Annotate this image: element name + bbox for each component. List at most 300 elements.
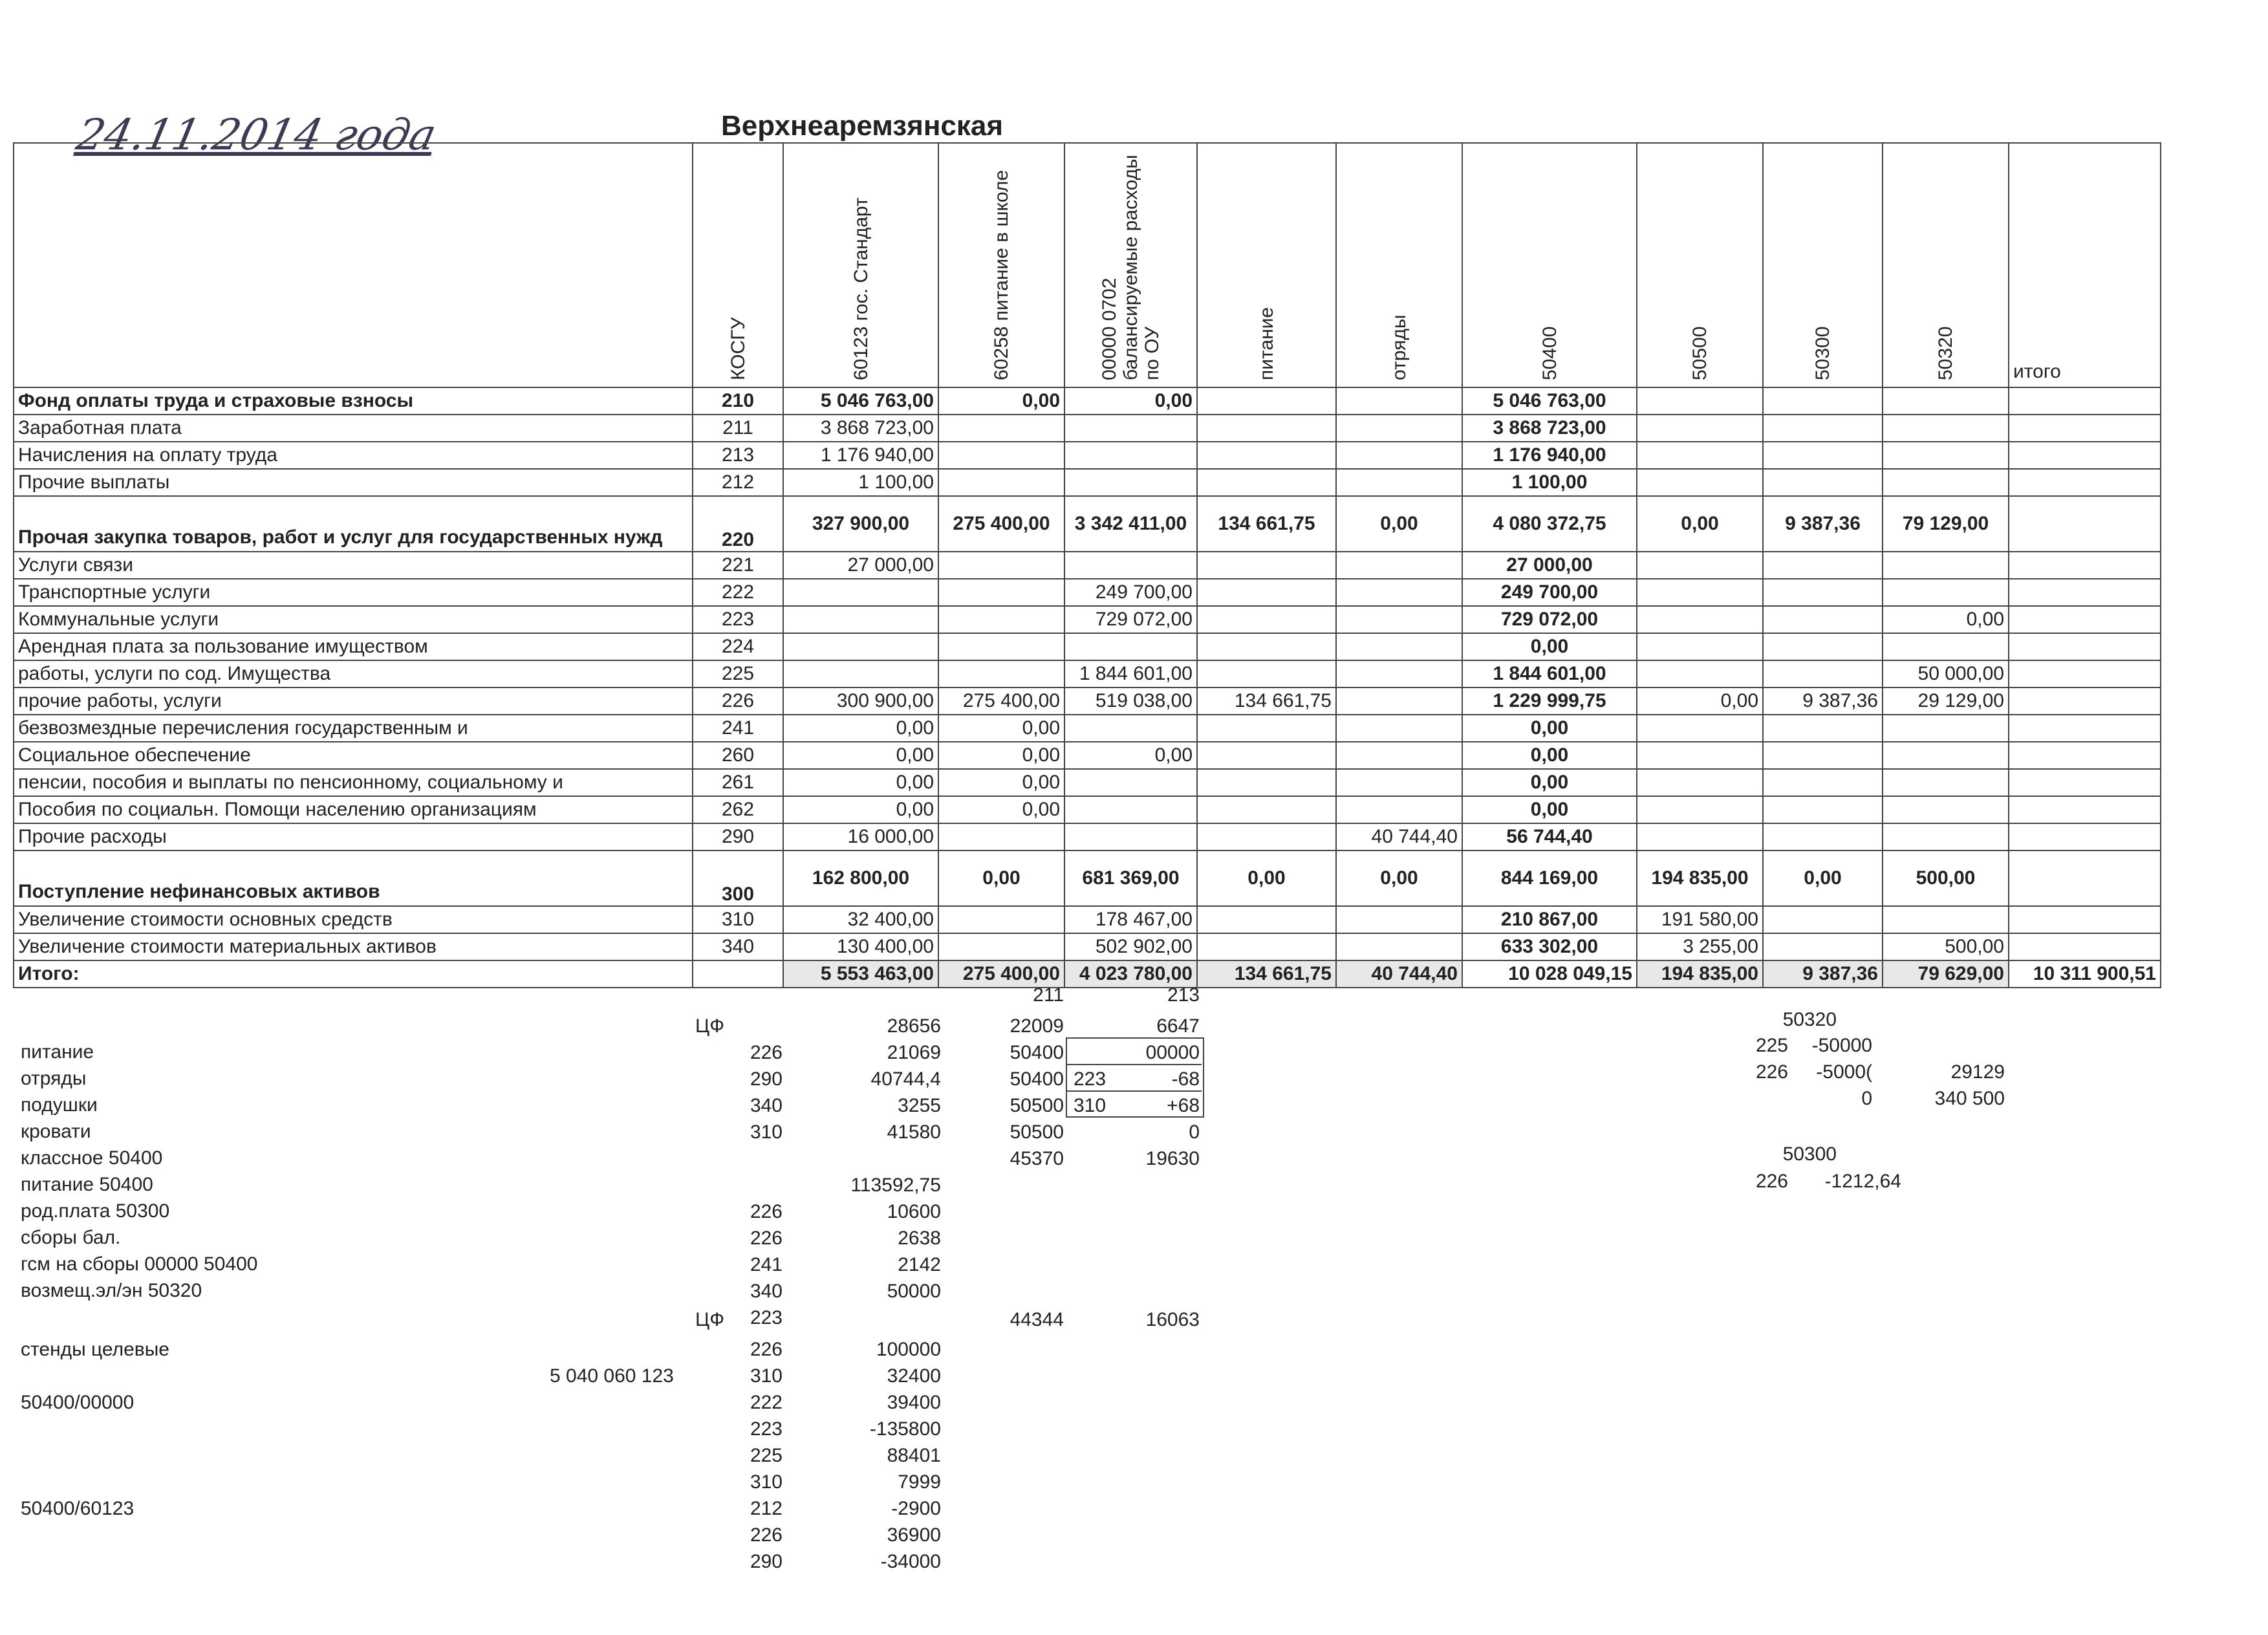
row-cell: 327 900,00: [783, 496, 938, 552]
row-cell: 1 176 940,00: [1462, 442, 1637, 469]
row-name: Заработная плата: [14, 415, 693, 442]
note-text: питание: [21, 1041, 94, 1063]
row-cell: [1197, 769, 1336, 796]
handwritten-date: 24.11.2014 года: [72, 110, 441, 160]
note-text: 19630: [1145, 1148, 1200, 1169]
note-text: 310: [750, 1471, 783, 1493]
note-text: ЦФ: [695, 1309, 724, 1330]
row-cell: [1763, 769, 1883, 796]
row-cell: [1064, 442, 1197, 469]
row-name: Арендная плата за пользование имуществом: [14, 633, 693, 660]
row-cell: 0,00: [938, 769, 1064, 796]
row-cell: 0,00: [783, 715, 938, 742]
row-kosgu: 222: [693, 579, 783, 606]
table-row: [14, 715, 2161, 742]
row-cell: [1883, 469, 2009, 496]
row-kosgu: 300: [693, 850, 783, 906]
header-50400: 50400: [1462, 143, 1637, 387]
row-cell: 729 072,00: [1064, 606, 1197, 633]
row-cell: [1197, 579, 1336, 606]
row-cell: [938, 606, 1064, 633]
row-cell: 40 744,40: [1336, 823, 1462, 850]
note-text: классное 50400: [21, 1147, 163, 1169]
row-cell: [2009, 442, 2161, 469]
note-text: 226: [750, 1201, 783, 1222]
row-cell: [938, 579, 1064, 606]
table-row: [14, 496, 2161, 552]
row-cell: [1763, 796, 1883, 823]
row-name: Поступление нефинансовых активов: [14, 850, 693, 906]
header-50320: 50320: [1883, 143, 2009, 387]
note-text: 290: [750, 1551, 783, 1572]
row-cell: 249 700,00: [1064, 579, 1197, 606]
row-cell: [1197, 552, 1336, 579]
row-cell: 275 400,00: [938, 960, 1064, 988]
row-cell: [1336, 660, 1462, 688]
highlight-box: [1066, 1037, 1204, 1118]
note-text: 226: [750, 1042, 783, 1063]
row-cell: 5 553 463,00: [783, 960, 938, 988]
row-cell: [2009, 469, 2161, 496]
row-cell: [2009, 579, 2161, 606]
table-row: [14, 960, 2161, 988]
row-cell: 56 744,40: [1462, 823, 1637, 850]
row-cell: 0,00: [783, 742, 938, 769]
row-cell: [2009, 796, 2161, 823]
table-row: [14, 850, 2161, 906]
note-text: 50400: [1010, 1042, 1064, 1063]
row-cell: 500,00: [1883, 933, 2009, 960]
note-text: 50500: [1010, 1121, 1064, 1143]
row-cell: [2009, 715, 2161, 742]
row-cell: 0,00: [1197, 850, 1336, 906]
row-cell: [1336, 742, 1462, 769]
row-cell: 4 080 372,75: [1462, 496, 1637, 552]
note-text: 310: [1074, 1095, 1107, 1116]
row-cell: [1197, 742, 1336, 769]
row-cell: [2009, 660, 2161, 688]
note-text: -2900: [891, 1498, 941, 1519]
row-cell: 40 744,40: [1336, 960, 1462, 988]
box-divider: [1066, 1064, 1202, 1065]
row-cell: [1064, 415, 1197, 442]
row-cell: 3 342 411,00: [1064, 496, 1197, 552]
row-kosgu: 220: [693, 496, 783, 552]
header-row: [14, 143, 2161, 387]
row-cell: [1064, 552, 1197, 579]
row-cell: [783, 606, 938, 633]
row-cell: [1197, 633, 1336, 660]
row-cell: 4 023 780,00: [1064, 960, 1197, 988]
row-cell: 0,00: [1462, 796, 1637, 823]
row-cell: 0,00: [1462, 633, 1637, 660]
row-cell: 0,00: [1336, 850, 1462, 906]
row-cell: 681 369,00: [1064, 850, 1197, 906]
row-cell: 134 661,75: [1197, 496, 1336, 552]
note-text: 0: [1189, 1121, 1200, 1143]
note-text: 88401: [887, 1445, 941, 1466]
note-text: 21069: [887, 1042, 941, 1063]
row-cell: [1637, 715, 1763, 742]
row-cell: [2009, 742, 2161, 769]
row-cell: 50 000,00: [1883, 660, 2009, 688]
row-name: Коммунальные услуги: [14, 606, 693, 633]
row-cell: 0,00: [1462, 715, 1637, 742]
row-cell: [1197, 906, 1336, 933]
row-cell: [1883, 579, 2009, 606]
row-cell: [783, 579, 938, 606]
row-cell: 3 255,00: [1637, 933, 1763, 960]
note-text: 50300: [1782, 1143, 1837, 1165]
row-cell: [938, 933, 1064, 960]
row-cell: [1336, 442, 1462, 469]
row-cell: [2009, 850, 2161, 906]
row-cell: [1883, 715, 2009, 742]
row-cell: [1883, 552, 2009, 579]
row-cell: [1336, 769, 1462, 796]
row-cell: [1064, 796, 1197, 823]
row-cell: 0,00: [1883, 606, 2009, 633]
row-cell: 0,00: [1637, 688, 1763, 715]
row-cell: [1197, 442, 1336, 469]
note-text: 340: [750, 1095, 783, 1116]
row-cell: [1637, 769, 1763, 796]
row-cell: [1883, 796, 2009, 823]
note-text: 226: [750, 1339, 783, 1360]
row-name: Прочие расходы: [14, 823, 693, 850]
note-text: 32400: [887, 1365, 941, 1387]
row-cell: 194 835,00: [1637, 850, 1763, 906]
row-cell: [1336, 469, 1462, 496]
row-cell: [1763, 387, 1883, 415]
row-cell: 194 835,00: [1637, 960, 1763, 988]
row-cell: [1763, 742, 1883, 769]
row-cell: 0,00: [1763, 850, 1883, 906]
row-kosgu: 226: [693, 688, 783, 715]
note-text: кровати: [21, 1121, 91, 1142]
row-cell: [1336, 579, 1462, 606]
row-cell: 1 844 601,00: [1462, 660, 1637, 688]
row-cell: [2009, 415, 2161, 442]
row-name: Фонд оплаты труда и страховые взносы: [14, 387, 693, 415]
row-cell: [1763, 415, 1883, 442]
row-cell: [1336, 688, 1462, 715]
table-row: [14, 633, 2161, 660]
row-cell: 3 868 723,00: [1462, 415, 1637, 442]
table-row: [14, 469, 2161, 496]
row-cell: 191 580,00: [1637, 906, 1763, 933]
row-cell: 0,00: [1637, 496, 1763, 552]
note-text: 5 040 060 123: [550, 1365, 674, 1387]
row-cell: 27 000,00: [1462, 552, 1637, 579]
row-cell: [1883, 387, 2009, 415]
header-kosgu: КОСГУ: [693, 143, 783, 387]
note-text: -135800: [869, 1418, 941, 1440]
note-text: 50400: [1010, 1068, 1064, 1090]
note-text: 225: [750, 1445, 783, 1466]
table-row: [14, 415, 2161, 442]
row-cell: [1763, 660, 1883, 688]
row-cell: [1637, 469, 1763, 496]
row-cell: [938, 660, 1064, 688]
table-row: [14, 769, 2161, 796]
note-text: 212: [750, 1498, 783, 1519]
row-cell: [1064, 823, 1197, 850]
row-cell: [1763, 633, 1883, 660]
note-text: 310: [750, 1121, 783, 1143]
note-text: 222: [750, 1392, 783, 1413]
table-row: [14, 906, 2161, 933]
row-cell: 0,00: [783, 769, 938, 796]
note-text: 00000: [1145, 1042, 1200, 1063]
row-cell: [2009, 606, 2161, 633]
row-name: Итого:: [14, 960, 693, 988]
row-cell: [1064, 633, 1197, 660]
note-text: 45370: [1010, 1148, 1064, 1169]
note-text: 340 500: [1934, 1088, 2005, 1109]
row-cell: 275 400,00: [938, 688, 1064, 715]
row-cell: 0,00: [938, 796, 1064, 823]
note-text: отряды: [21, 1068, 87, 1089]
row-cell: 0,00: [783, 796, 938, 823]
note-text: 226: [750, 1228, 783, 1249]
row-cell: [938, 415, 1064, 442]
row-cell: [2009, 823, 2161, 850]
note-text: 213: [1167, 984, 1200, 1006]
note-text: гсм на сборы 00000 50400: [21, 1253, 258, 1275]
note-text: 50320: [1782, 1009, 1837, 1030]
note-text: 223: [750, 1418, 783, 1440]
note-text: 226: [1755, 1171, 1788, 1192]
row-name: пенсии, пособия и выплаты по пенсионному, социальному и: [14, 769, 693, 796]
row-cell: [1637, 579, 1763, 606]
row-cell: [938, 633, 1064, 660]
row-cell: [2009, 552, 2161, 579]
row-name: Социальное обеспечение: [14, 742, 693, 769]
row-cell: 32 400,00: [783, 906, 938, 933]
row-kosgu: 212: [693, 469, 783, 496]
row-cell: [1064, 715, 1197, 742]
budget-table: [13, 142, 2161, 988]
row-cell: [1637, 823, 1763, 850]
row-cell: [2009, 906, 2161, 933]
row-name: безвозмездные перечисления государственным и: [14, 715, 693, 742]
row-cell: [1336, 633, 1462, 660]
note-text: 29129: [1950, 1061, 2005, 1083]
row-cell: [1197, 387, 1336, 415]
row-cell: [1336, 387, 1462, 415]
note-text: 2638: [898, 1228, 941, 1249]
row-cell: 500,00: [1883, 850, 2009, 906]
row-cell: [2009, 496, 2161, 552]
row-cell: [1763, 552, 1883, 579]
note-text: 36900: [887, 1524, 941, 1546]
row-cell: 3 868 723,00: [783, 415, 938, 442]
row-kosgu: 225: [693, 660, 783, 688]
row-cell: [1883, 415, 2009, 442]
row-cell: [1064, 469, 1197, 496]
row-cell: [1197, 796, 1336, 823]
row-cell: [1883, 633, 2009, 660]
note-text: +68: [1167, 1095, 1200, 1116]
row-cell: 633 302,00: [1462, 933, 1637, 960]
row-kosgu: 221: [693, 552, 783, 579]
row-cell: [1883, 769, 2009, 796]
note-text: -5000(: [1816, 1061, 1872, 1083]
note-text: 41580: [887, 1121, 941, 1143]
row-cell: 275 400,00: [938, 496, 1064, 552]
row-cell: 1 229 999,75: [1462, 688, 1637, 715]
row-cell: 0,00: [938, 742, 1064, 769]
row-cell: 0,00: [1064, 742, 1197, 769]
row-cell: 0,00: [1336, 496, 1462, 552]
row-kosgu: 213: [693, 442, 783, 469]
row-cell: 300 900,00: [783, 688, 938, 715]
row-cell: [2009, 688, 2161, 715]
note-text: 223: [1074, 1068, 1107, 1090]
row-kosgu: 261: [693, 769, 783, 796]
row-kosgu: 290: [693, 823, 783, 850]
row-cell: [2009, 933, 2161, 960]
row-cell: [1637, 742, 1763, 769]
row-cell: 519 038,00: [1064, 688, 1197, 715]
row-cell: [1883, 823, 2009, 850]
row-cell: [2009, 769, 2161, 796]
note-text: -1212,64: [1824, 1171, 1901, 1192]
row-cell: 9 387,36: [1763, 688, 1883, 715]
row-kosgu: 211: [693, 415, 783, 442]
table-row: [14, 933, 2161, 960]
row-cell: 1 100,00: [1462, 469, 1637, 496]
row-cell: 9 387,36: [1763, 496, 1883, 552]
row-cell: 5 046 763,00: [1462, 387, 1637, 415]
row-cell: 502 902,00: [1064, 933, 1197, 960]
table-row: [14, 688, 2161, 715]
row-cell: 134 661,75: [1197, 960, 1336, 988]
note-text: 22009: [1010, 1015, 1064, 1037]
row-kosgu: 340: [693, 933, 783, 960]
note-text: 50500: [1010, 1095, 1064, 1116]
header-60258: 60258 питание в школе: [938, 143, 1064, 387]
table-row: [14, 579, 2161, 606]
row-cell: [1763, 906, 1883, 933]
row-cell: [1637, 552, 1763, 579]
note-text: -34000: [880, 1551, 941, 1572]
table-row: [14, 606, 2161, 633]
row-cell: [1197, 715, 1336, 742]
row-cell: [1763, 606, 1883, 633]
row-cell: 210 867,00: [1462, 906, 1637, 933]
row-cell: [1763, 579, 1883, 606]
table-row: [14, 823, 2161, 850]
row-cell: [938, 552, 1064, 579]
row-cell: [1883, 742, 2009, 769]
row-kosgu: 262: [693, 796, 783, 823]
header-50500: 50500: [1637, 143, 1763, 387]
row-cell: 29 129,00: [1883, 688, 2009, 715]
row-cell: 0,00: [1064, 387, 1197, 415]
row-cell: 10 311 900,51: [2009, 960, 2161, 988]
note-text: 10600: [887, 1201, 941, 1222]
row-cell: 0,00: [1462, 742, 1637, 769]
table-row: [14, 796, 2161, 823]
note-text: 290: [750, 1068, 783, 1090]
row-cell: 79 129,00: [1883, 496, 2009, 552]
note-text: 50400/00000: [21, 1392, 135, 1413]
row-cell: [1197, 933, 1336, 960]
row-cell: 0,00: [1462, 769, 1637, 796]
row-cell: [1883, 906, 2009, 933]
row-cell: 0,00: [938, 850, 1064, 906]
row-cell: [1336, 552, 1462, 579]
row-cell: [938, 906, 1064, 933]
table-row: [14, 552, 2161, 579]
row-cell: [783, 633, 938, 660]
row-cell: 1 100,00: [783, 469, 938, 496]
row-cell: [1336, 715, 1462, 742]
row-name: прочие работы, услуги: [14, 688, 693, 715]
row-cell: [1197, 415, 1336, 442]
box-divider: [1066, 1090, 1202, 1092]
row-cell: [1637, 796, 1763, 823]
row-name: Начисления на оплату труда: [14, 442, 693, 469]
row-cell: 844 169,00: [1462, 850, 1637, 906]
note-text: 40744,4: [870, 1068, 941, 1090]
row-kosgu: 310: [693, 906, 783, 933]
row-cell: 729 072,00: [1462, 606, 1637, 633]
row-cell: [938, 442, 1064, 469]
row-cell: [1763, 469, 1883, 496]
row-cell: 16 000,00: [783, 823, 938, 850]
row-cell: 1 844 601,00: [1064, 660, 1197, 688]
note-text: 16063: [1145, 1309, 1200, 1330]
row-name: Пособия по социальн. Помощи населению организациям: [14, 796, 693, 823]
note-text: 6647: [1156, 1015, 1200, 1037]
row-cell: [1763, 823, 1883, 850]
row-cell: [1336, 933, 1462, 960]
row-kosgu: [693, 960, 783, 988]
row-name: Услуги связи: [14, 552, 693, 579]
note-text: подушки: [21, 1094, 98, 1116]
row-kosgu: 224: [693, 633, 783, 660]
note-text: 310: [750, 1365, 783, 1387]
row-cell: [938, 823, 1064, 850]
row-cell: [2009, 633, 2161, 660]
note-text: 241: [750, 1254, 783, 1275]
document-title: Верхнеаремзянская: [721, 110, 1004, 142]
note-text: 50400/60123: [21, 1498, 135, 1519]
row-cell: [938, 469, 1064, 496]
note-text: стенды целевые: [21, 1339, 169, 1360]
note-text: 7999: [898, 1471, 941, 1493]
row-name: Увеличение стоимости основных средств: [14, 906, 693, 933]
row-cell: 0,00: [938, 387, 1064, 415]
row-cell: 162 800,00: [783, 850, 938, 906]
table-row: [14, 387, 2161, 415]
row-cell: [1197, 823, 1336, 850]
table-row: [14, 660, 2161, 688]
note-text: 211: [1033, 984, 1064, 1006]
row-cell: [1336, 796, 1462, 823]
row-cell: [1064, 769, 1197, 796]
note-text: 100000: [876, 1339, 941, 1360]
row-cell: 5 046 763,00: [783, 387, 938, 415]
row-name: Увеличение стоимости материальных активов: [14, 933, 693, 960]
row-cell: 1 176 940,00: [783, 442, 938, 469]
header-itogo: итого: [2009, 143, 2161, 387]
note-text: ЦФ: [695, 1015, 724, 1037]
row-cell: 0,00: [938, 715, 1064, 742]
